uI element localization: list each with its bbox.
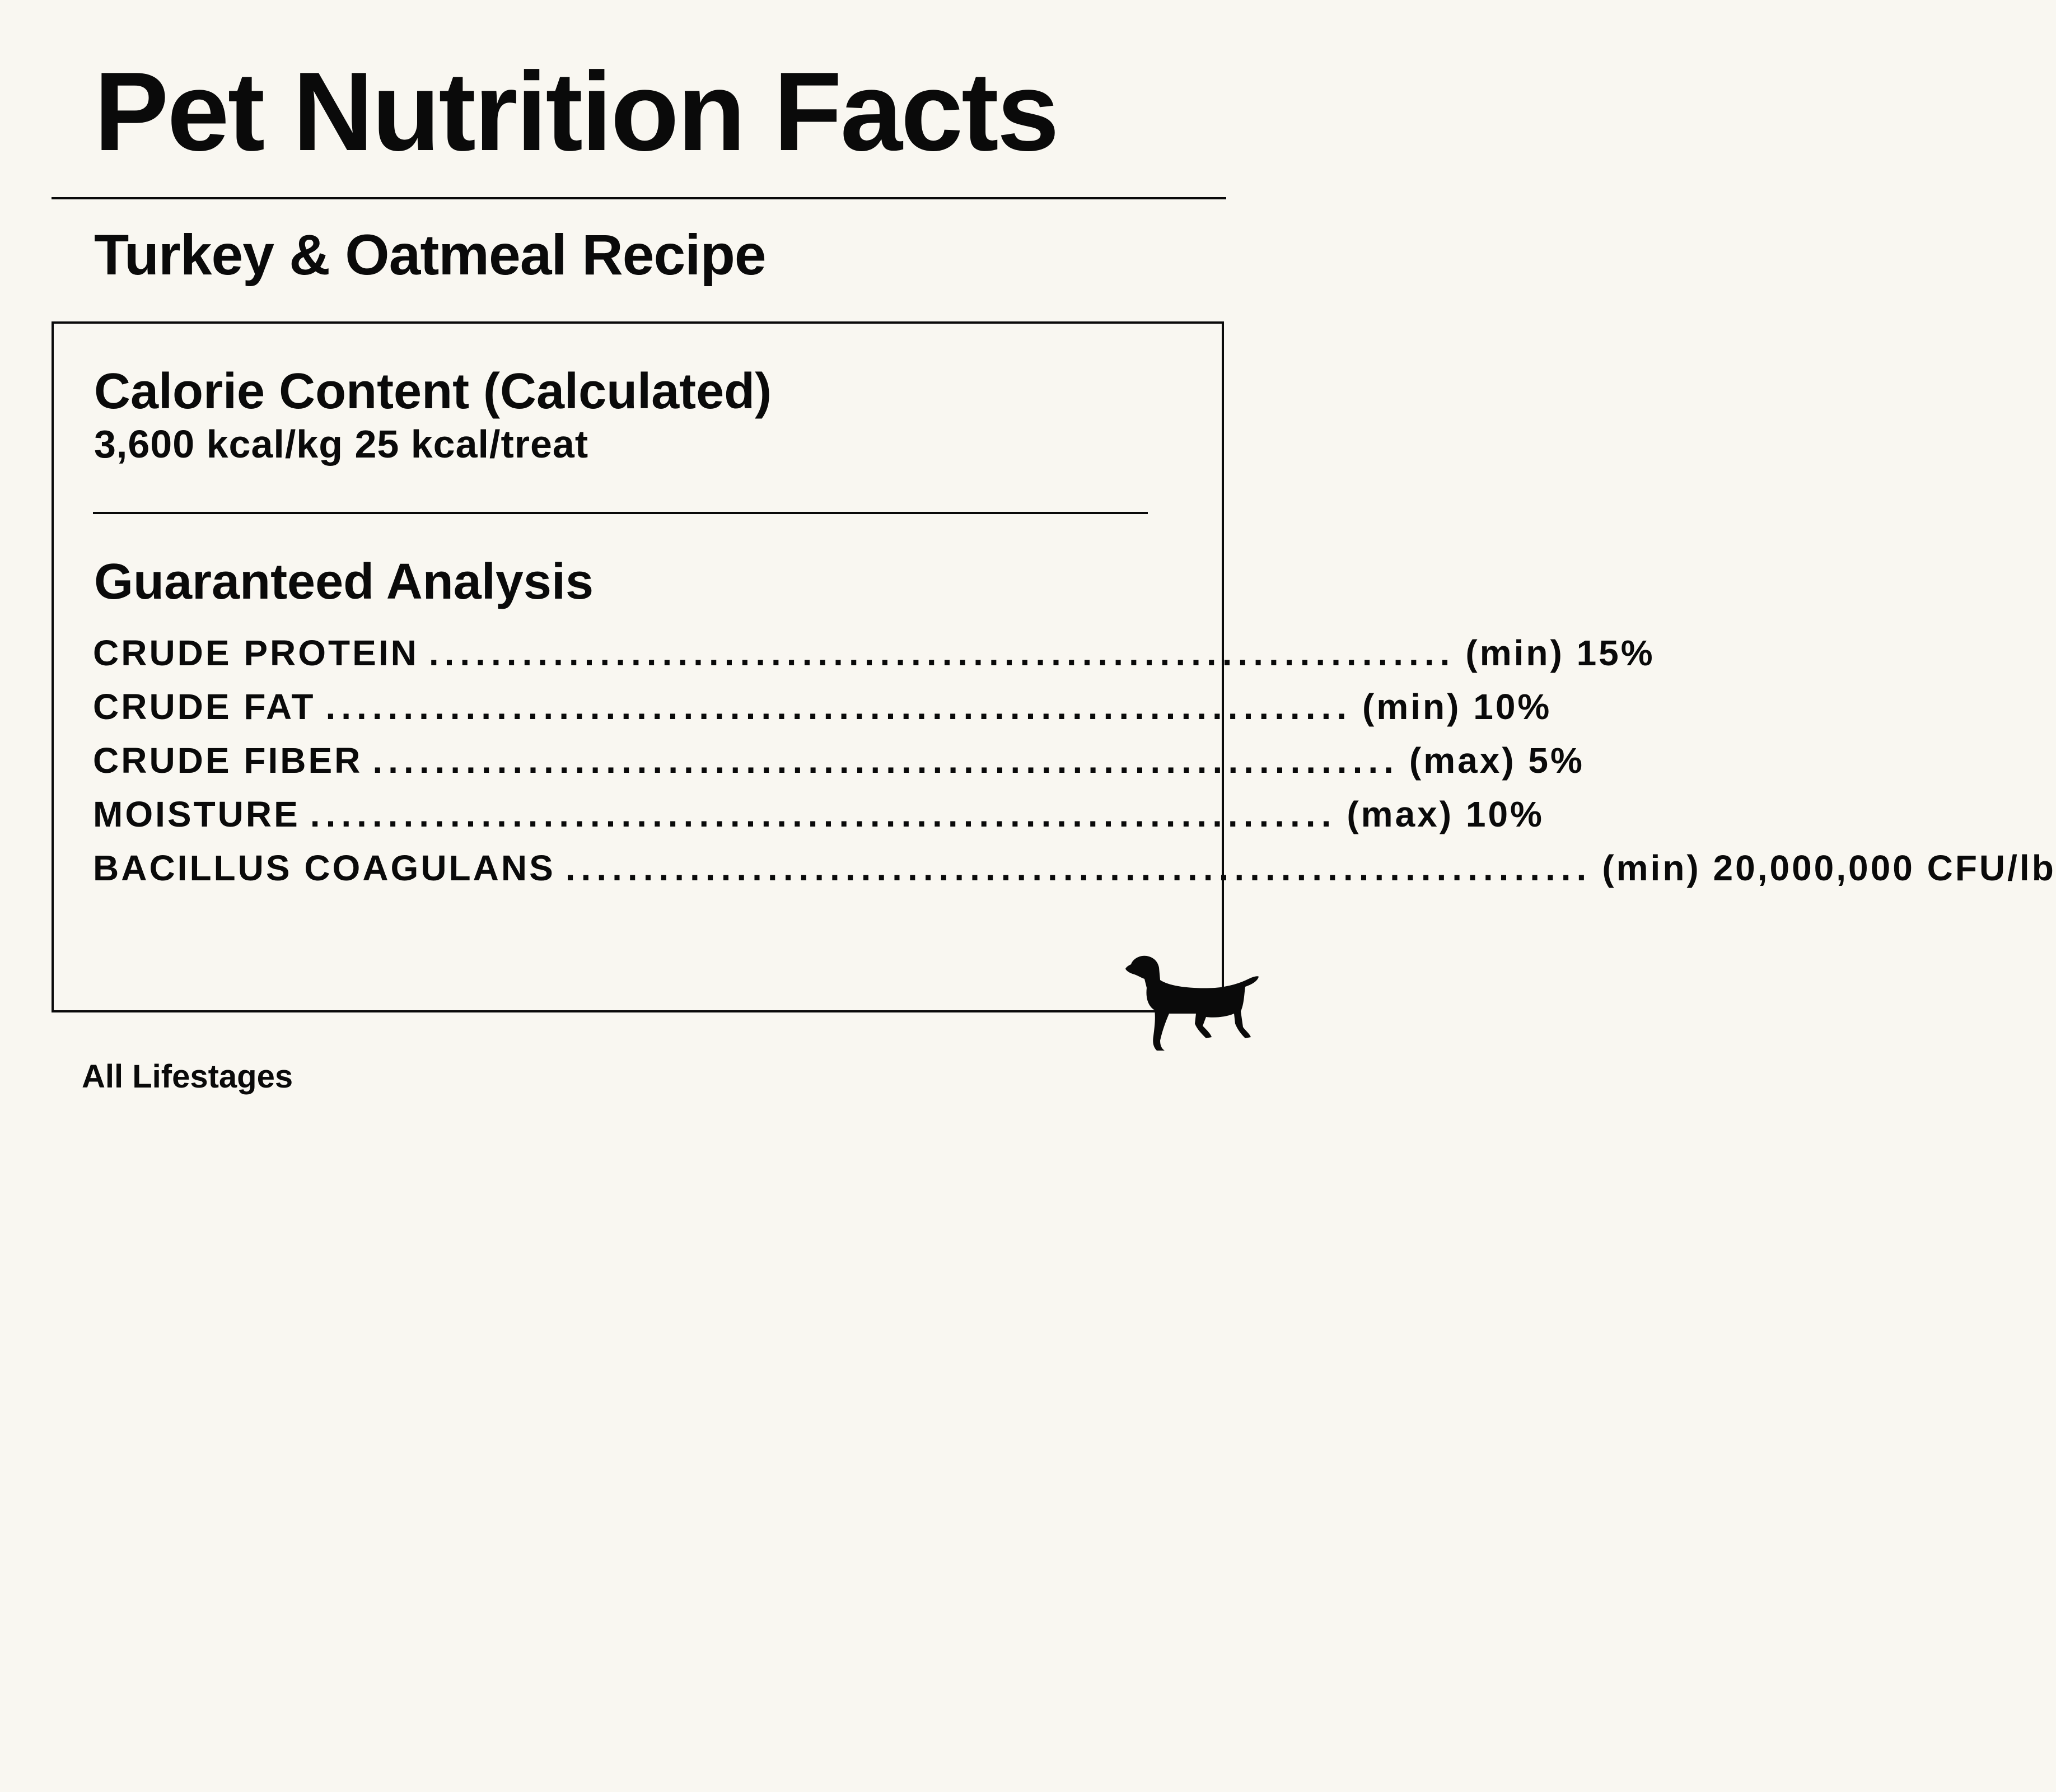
leader-dots: .................................................................. — [325, 687, 1353, 727]
leader-dots: .................................................................. — [565, 848, 1592, 888]
analysis-row-bacillus-coagulans — [93, 841, 2056, 895]
nutrient-value: (min) 10% — [1362, 687, 1552, 727]
nutrient-value: (min) 20,000,000 CFU/lb — [1602, 848, 2056, 888]
nutrient-name: CRUDE FAT — [93, 687, 316, 727]
title-divider — [52, 197, 1226, 199]
nutrient-value: (max) 10% — [1347, 794, 1544, 834]
leader-dots: .................................................................. — [310, 794, 1337, 834]
analysis-row-crude-fiber — [93, 734, 1585, 787]
nutrient-value: (min) 15% — [1465, 633, 1655, 673]
analysis-row-crude-fat — [93, 680, 1552, 734]
calorie-content-values: 3,600 kcal/kg 25 kcal/treat — [94, 422, 589, 466]
nutrient-name: CRUDE FIBER — [93, 740, 363, 781]
leader-dots: .................................................................. — [428, 633, 1456, 673]
nutrient-value: (max) 5% — [1409, 740, 1585, 781]
section-divider — [93, 512, 1148, 514]
analysis-row-moisture — [93, 787, 1544, 841]
guaranteed-analysis-heading: Guaranteed Analysis — [94, 554, 594, 610]
nutrient-name: CRUDE PROTEIN — [93, 633, 419, 673]
guaranteed-analysis-list — [93, 626, 2056, 895]
recipe-name: Turkey & Oatmeal Recipe — [94, 223, 766, 287]
nutrient-name: MOISTURE — [93, 794, 300, 834]
page-title: Pet Nutrition Facts — [94, 49, 1058, 174]
analysis-row-crude-protein — [93, 626, 1655, 680]
calorie-content-heading: Calorie Content (Calculated) — [94, 363, 772, 419]
dog-silhouette-icon — [1125, 952, 1259, 1052]
leader-dots: .................................................................. — [372, 740, 1399, 781]
lifestage-label: All Lifestages — [82, 1058, 293, 1095]
nutrient-name: BACILLUS COAGULANS — [93, 848, 555, 888]
